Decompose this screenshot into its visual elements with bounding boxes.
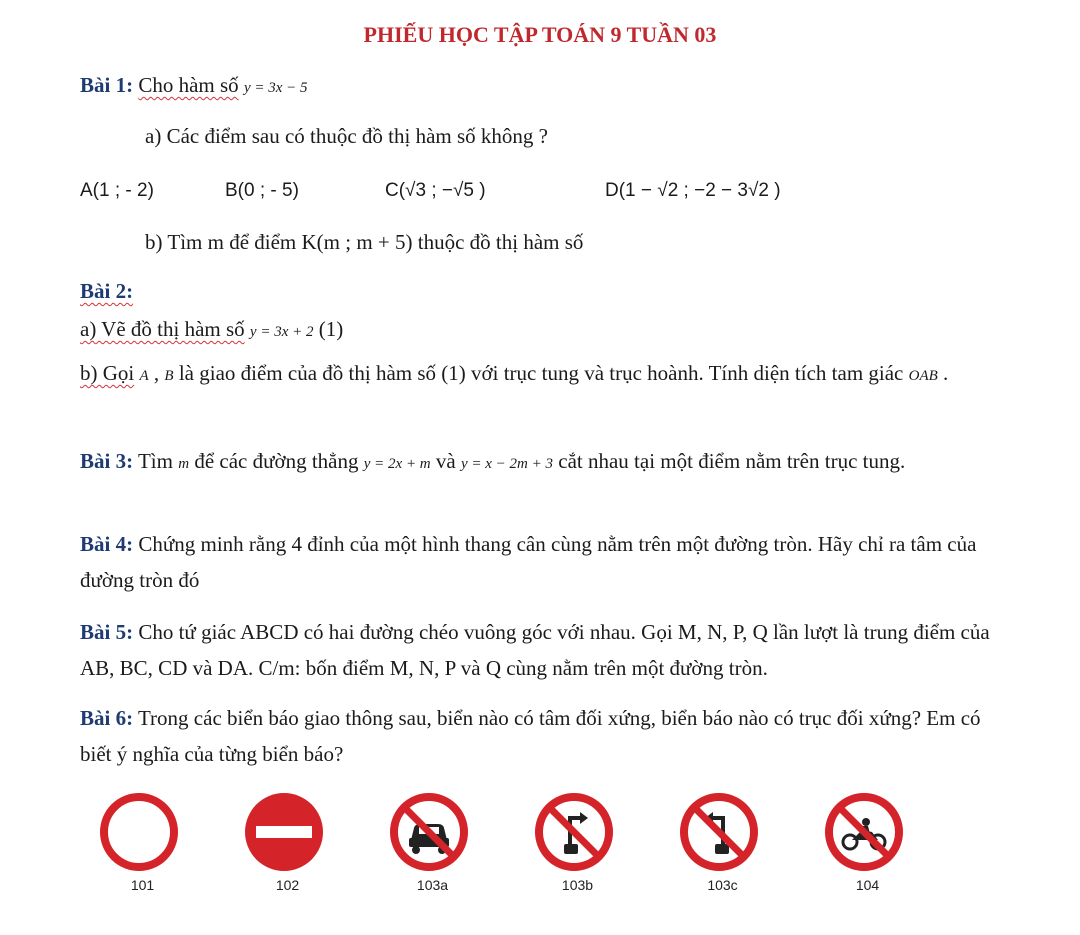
sign-103b-label: 103b xyxy=(561,877,594,893)
no-motorcycles-sign-icon xyxy=(822,790,906,874)
sign-101-label: 101 xyxy=(130,877,155,893)
traffic-signs-row xyxy=(80,785,1010,900)
no-cars-sign-icon xyxy=(387,790,471,874)
bai4-paragraph xyxy=(80,526,1005,598)
sign-103a-label: 103a xyxy=(416,877,449,893)
bai3-text2: để các đường thẳng xyxy=(194,449,359,473)
triangle-oab: OAB xyxy=(908,368,938,384)
sign-103a xyxy=(385,785,475,900)
sign-102 xyxy=(240,785,330,900)
bai4-label: Bài 4: xyxy=(80,532,134,556)
bai1-part-b: b) Tìm m để điểm K(m ; m + 5) thuộc đồ thị hàm số xyxy=(145,230,584,254)
sign-104 xyxy=(820,785,910,900)
bai2-part-a-text: a) Vẽ đồ thị hàm số xyxy=(80,317,245,341)
bai3-label: Bài 3: xyxy=(80,449,134,473)
point-a: A(1 ; - 2) xyxy=(80,180,154,201)
bai2-part-b-text1: b) Gọi xyxy=(80,361,135,385)
point-c: C(√3 ; −√5 ) xyxy=(385,180,486,201)
bai3-paragraph xyxy=(80,443,1005,482)
sign-103c xyxy=(675,785,765,900)
bai5-paragraph xyxy=(80,614,1005,686)
bai3-function1: y = 2x + m xyxy=(363,456,431,472)
point-b-symbol: B xyxy=(164,368,174,384)
bai2-label: Bài 2: xyxy=(80,279,134,303)
sign-103b xyxy=(530,785,620,900)
page-title: PHIẾU HỌC TẬP TOÁN 9 TUẦN 03 xyxy=(363,22,717,47)
bai6-label: Bài 6: xyxy=(80,706,134,730)
sign-102-label: 102 xyxy=(275,877,300,893)
bai1-intro xyxy=(80,73,308,98)
no-cars-left-turn-sign-icon xyxy=(677,790,761,874)
sign-101 xyxy=(95,785,185,900)
no-entry-sign-icon xyxy=(242,790,326,874)
bai2-part-b-text2: , xyxy=(153,361,160,385)
bai3-function2: y = x − 2m + 3 xyxy=(460,456,553,472)
bai2-part-a-tail: (1) xyxy=(318,317,344,341)
bai2-part-b-text4: . xyxy=(943,361,949,385)
bai6-paragraph xyxy=(80,700,1005,772)
sign-103c-label: 103c xyxy=(707,877,738,893)
point-a-symbol: A xyxy=(139,368,149,384)
bai5-label: Bài 5: xyxy=(80,620,134,644)
bai2-part-b-text3: là giao điểm của đồ thị hàm số (1) với trục tung và trục hoành. Tính diện tích tam giác xyxy=(178,361,904,385)
no-cars-right-turn-sign-icon xyxy=(532,790,616,874)
sign-104-label: 104 xyxy=(855,877,880,893)
bai1-part-a: a) Các điểm sau có thuộc đồ thị hàm số không ? xyxy=(145,124,548,148)
bai3-m: m xyxy=(178,456,190,472)
bai3-text4: cắt nhau tại một điểm nằm trên trục tung. xyxy=(558,449,906,473)
bai1-text: Cho hàm số xyxy=(138,73,239,97)
road-closed-sign-icon xyxy=(97,790,181,874)
bai2-part-b xyxy=(80,355,1005,394)
bai6-text: Trong các biển báo giao thông sau, biển nào có tâm đối xứng, biển báo nào có trục đối xứng? Em có biết ý nghĩa của từng biển báo? xyxy=(80,706,981,766)
bai5-text: Cho tứ giác ABCD có hai đường chéo vuông góc với nhau. Gọi M, N, P, Q lần lượt là trung điểm của AB, BC, CD và DA. C/m: bốn điểm M, N, P và Q cùng nằm trên một đường tròn. xyxy=(80,620,990,680)
bai2-function: y = 3x + 2 xyxy=(249,324,314,340)
bai1-label: Bài 1: xyxy=(80,73,134,97)
bai2-part-a xyxy=(80,317,343,342)
bai2-heading xyxy=(80,279,133,304)
bai3-text1: Tìm xyxy=(137,449,173,473)
point-b: B(0 ; - 5) xyxy=(225,180,299,201)
point-d: D(1 − √2 ; −2 − 3√2 ) xyxy=(605,180,781,201)
bai3-text3: và xyxy=(435,449,456,473)
bai4-text: Chứng minh rằng 4 đỉnh của một hình thang cân cùng nằm trên một đường tròn. Hãy chỉ ra tâm của đường tròn đó xyxy=(80,532,977,592)
bai1-function: y = 3x − 5 xyxy=(243,80,308,96)
